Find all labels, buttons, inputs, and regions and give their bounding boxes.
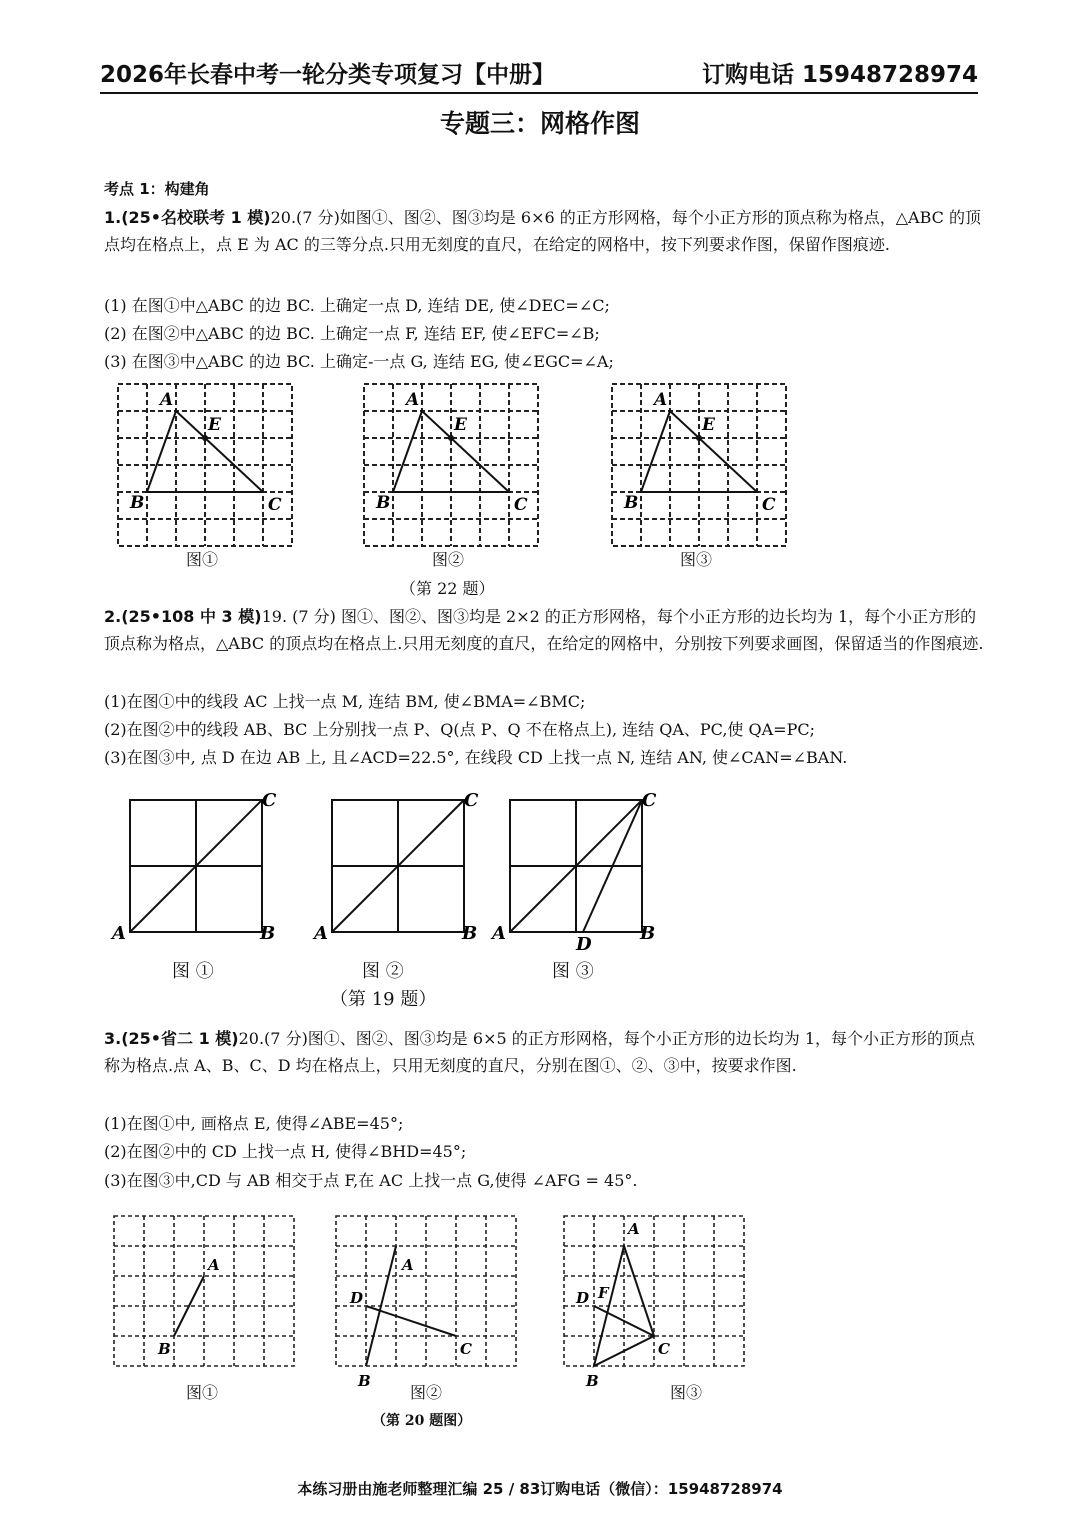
label-b: B	[260, 923, 276, 944]
label-c: C	[762, 495, 776, 515]
q2-caption-1: 图 ①	[172, 961, 214, 982]
page-header	[100, 56, 978, 94]
q1-stem-text: 20.(7 分)如图①、图②、图③均是 6×6 的正方形网格，每个小正方形的顶点称为格点，△ABC 的顶点均在格点上，点 E 为 AC 的三等分点.只用无刻度的直尺，在给定的网格中，按下列要求作图，保留作图痕迹.	[104, 208, 981, 254]
label-d: D	[350, 1289, 364, 1307]
q2-item-2: (2)在图②中的线段 AB、BC 上分别找一点 P、Q(点 P、Q 不在格点上), 连结 QA、PC,使 QA=PC;	[104, 720, 815, 739]
label-a: A	[628, 1220, 640, 1238]
page-footer: 本练习册由施老师整理汇编 25 / 83订购电话（微信）：15948728974	[297, 1480, 783, 1498]
label-b: B	[640, 923, 656, 944]
q2-item-1: (1)在图①中的线段 AC 上找一点 M, 连结 BM, 使∠BMA=∠BMC;	[104, 692, 586, 711]
q2-stem-text: 19. (7 分) 图①、图②、图③均是 2×2 的正方形网格，每个小正方形的边长均为 1，每个小正方形的顶点称为格点，△ABC 的顶点均在格点上.只用无刻度的直尺，在给定的网格中，分别按下列要求画图，保留适当的作图痕迹.	[104, 607, 984, 653]
q3-item-1: (1)在图①中, 画格点 E, 使得∠ABE=45°;	[104, 1114, 404, 1133]
q1-stem	[104, 204, 984, 258]
label-f: F	[598, 1284, 609, 1302]
q1-item-2: (2) 在图②中△ABC 的边 BC. 上确定一点 F, 连结 EF, 使∠EFC=∠B;	[104, 324, 600, 343]
q2-figure-3	[490, 786, 666, 956]
q3-caption-3: 图③	[670, 1383, 703, 1402]
page-title: 专题三：网格作图	[439, 109, 640, 138]
label-b: B	[462, 923, 478, 944]
q2-figure-caption: （第 19 题）	[330, 989, 437, 1010]
header-title: 2026年长春中考一轮分类专项复习【中册】	[100, 62, 556, 88]
label-a: A	[314, 923, 328, 944]
label-d: D	[576, 1289, 590, 1307]
q2-caption-3: 图 ③	[552, 961, 594, 982]
q3-caption-1: 图①	[186, 1383, 219, 1402]
q1-caption-3: 图③	[680, 550, 713, 569]
q1-figure-3	[604, 378, 794, 550]
label-a: A	[402, 1256, 414, 1274]
q2-item-3: (3)在图③中, 点 D 在边 AB 上, 且∠ACD=22.5°, 在线段 CD 上找一点 N, 连结 AN, 使∠CAN=∠BAN.	[104, 748, 848, 767]
label-c: C	[464, 790, 479, 811]
q3-figure-3	[558, 1212, 750, 1390]
q3-number: 3.(25•省二 1 模)	[104, 1029, 239, 1048]
q3-stem	[104, 1025, 984, 1079]
q2-number: 2.(25•108 中 3 模)	[104, 607, 262, 626]
q1-item-1: (1) 在图①中△ABC 的边 BC. 上确定一点 D, 连结 DE, 使∠DEC=∠C;	[104, 296, 610, 315]
label-e: E	[208, 415, 221, 435]
label-c: C	[658, 1340, 670, 1358]
q3-figure-2	[330, 1212, 522, 1390]
label-b: B	[358, 1372, 371, 1390]
q1-item-3: (3) 在图③中△ABC 的边 BC. 上确定-一点 G, 连结 EG, 使∠EGC=∠A;	[104, 352, 614, 371]
label-c: C	[514, 495, 528, 515]
label-d: D	[576, 934, 592, 955]
label-e: E	[454, 415, 467, 435]
q2-figure-2	[312, 786, 488, 956]
q1-figure-2	[356, 378, 546, 550]
label-b: B	[376, 493, 391, 513]
label-a: A	[160, 390, 174, 410]
q1-caption-1: 图①	[186, 550, 219, 569]
q3-item-2: (2)在图②中的 CD 上找一点 H, 使得∠BHD=45°;	[104, 1142, 467, 1161]
label-a: A	[208, 1256, 220, 1274]
label-c: C	[460, 1340, 472, 1358]
q3-figure-1	[108, 1212, 300, 1372]
q1-figure-1	[110, 378, 300, 550]
q3-caption-2: 图②	[410, 1383, 443, 1402]
label-b: B	[158, 1340, 171, 1358]
q1-caption-2: 图②	[432, 550, 465, 569]
section-heading: 考点 1：构建角	[104, 180, 210, 198]
q1-figure-caption: （第 22 题）	[400, 579, 495, 598]
label-b: B	[624, 493, 639, 513]
q3-figure-caption: （第 20 题图）	[372, 1413, 472, 1429]
q2-caption-2: 图 ②	[362, 961, 404, 982]
label-a: A	[654, 390, 668, 410]
label-c: C	[262, 790, 277, 811]
q2-figure-1	[110, 786, 286, 956]
label-c: C	[268, 495, 282, 515]
label-b: B	[586, 1372, 599, 1390]
q1-number: 1.(25•名校联考 1 模)	[104, 208, 271, 227]
q2-stem	[104, 603, 984, 657]
header-phone: 订购电话 15948728974	[701, 62, 978, 88]
label-c: C	[642, 790, 657, 811]
label-a: A	[112, 923, 126, 944]
label-a: A	[492, 923, 506, 944]
q3-item-3: (3)在图③中,CD 与 AB 相交于点 F,在 AC 上找一点 G,使得 ∠AFG = 45°.	[104, 1171, 638, 1190]
label-b: B	[130, 493, 145, 513]
q3-stem-text: 20.(7 分)图①、图②、图③均是 6×5 的正方形网格，每个小正方形的边长均为 1，每个小正方形的顶点称为格点.点 A、B、C、D 均在格点上，只用无刻度的直尺，分别在图①、②、③中，按要求作图.	[104, 1029, 976, 1075]
label-e: E	[702, 415, 715, 435]
label-a: A	[406, 390, 420, 410]
